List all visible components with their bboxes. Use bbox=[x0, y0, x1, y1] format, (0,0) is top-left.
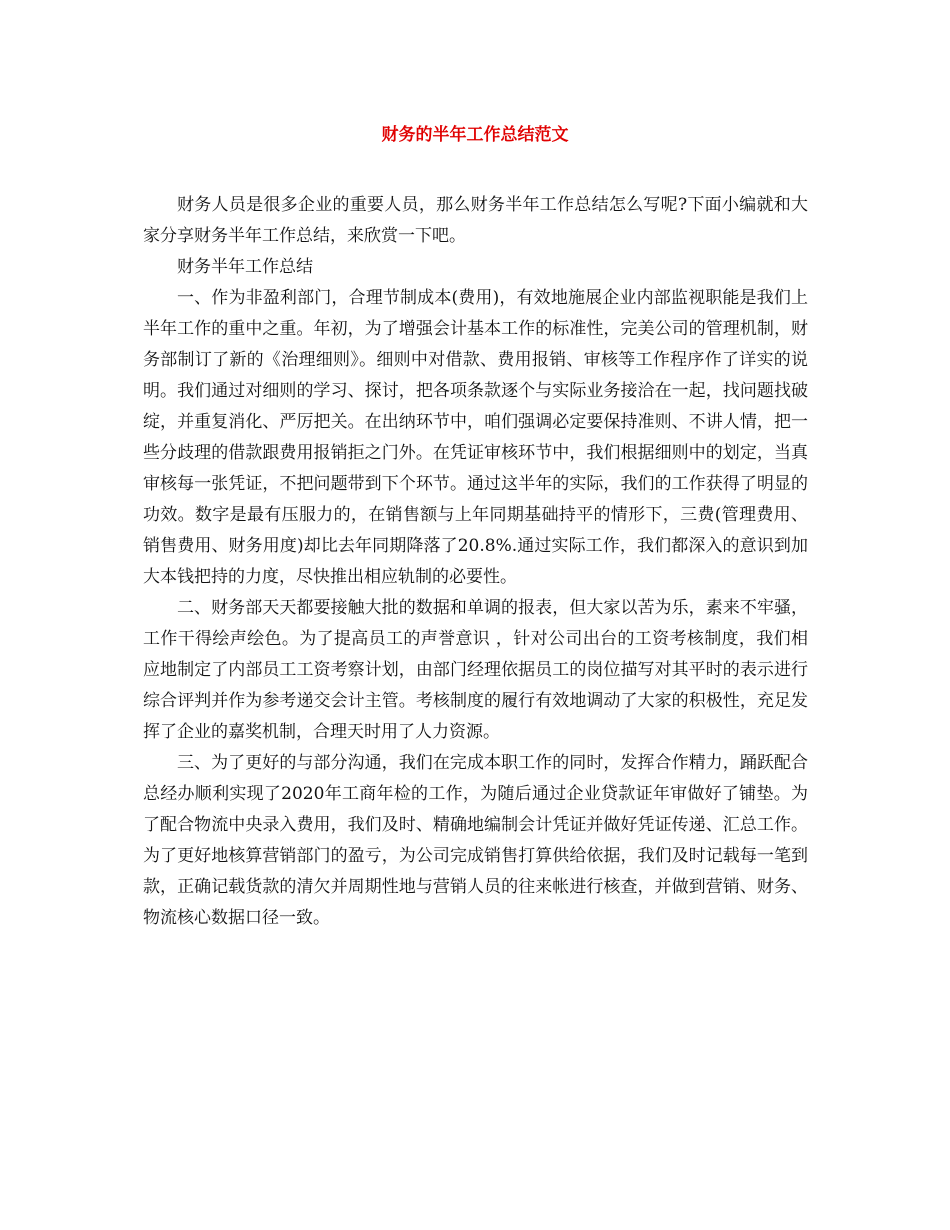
paragraph-subheading: 财务半年工作总结 bbox=[177, 257, 313, 277]
document-body bbox=[143, 190, 808, 934]
paragraph-section-1: 一、作为非盈利部门，合理节制成本(费用)，有效地施展企业内部监视职能是我们上半年工作的重中之重。年初，为了增强会计基本工作的标准性，完美公司的管理机制，财务部制订了新的《治理细则》。细则中对借款、费用报销、审核等工作程序作了详实的说明。我们通过对细则的学习、探讨，把各项条款逐个与实际业务接洽在一起，找问题找破绽，并重复消化、严厉把关。在出纳环节中，咱们强调必定要保持准则、不讲人情，把一些分歧理的借款跟费用报销拒之门外。在凭证审核环节中，我们根据细则中的划定，当真审核每一张凭证，不把问题带到下个环节。通过这半年的实际，我们的工作获得了明显的功效。数字是最有压服力的，在销售额与上年同期基础持平的情形下，三费(管理费用、销售费用、财务用度)却比去年同期降落了20.8%.通过实际工作，我们都深入的意识到加大本钱把持的力度，尽快推出相应轨制的必要性。 bbox=[143, 288, 808, 587]
paragraph-intro: 财务人员是很多企业的重要人员，那么财务半年工作总结怎么写呢?下面小编就和大家分享财务半年工作总结，来欣赏一下吧。 bbox=[143, 195, 808, 246]
paragraph-section-3: 三、为了更好的与部分沟通，我们在完成本职工作的同时，发挥合作精力，踊跃配合总经办顺利实现了2020年工商年检的工作，为随后通过企业贷款证年审做好了铺垫。为了配合物流中央录入费用，我们及时、精确地编制会计凭证并做好凭证传递、汇总工作。为了更好地核算营销部门的盈亏，为公司完成销售打算供给依据，我们及时记载每一笔到款，正确记载货款的清欠并周期性地与营销人员的往来帐进行核查，并做到营销、财务、物流核心数据口径一致。 bbox=[143, 753, 808, 928]
document-title: 财务的半年工作总结范文 bbox=[381, 125, 569, 145]
paragraph-section-2: 二、财务部天天都要接触大批的数据和单调的报表，但大家以苦为乐，素来不牢骚，工作干得绘声绘色。为了提高员工的声誉意识 ，针对公司出台的工资考核制度，我们相应地制定了内部员工工资考察计划，由部门经理依据员工的岗位描写对其平时的表示进行综合评判并作为参考递交会计主管。考核制度的履行有效地调动了大家的积极性，充足发挥了企业的嘉奖机制，合理天时用了人力资源。 bbox=[143, 598, 808, 742]
